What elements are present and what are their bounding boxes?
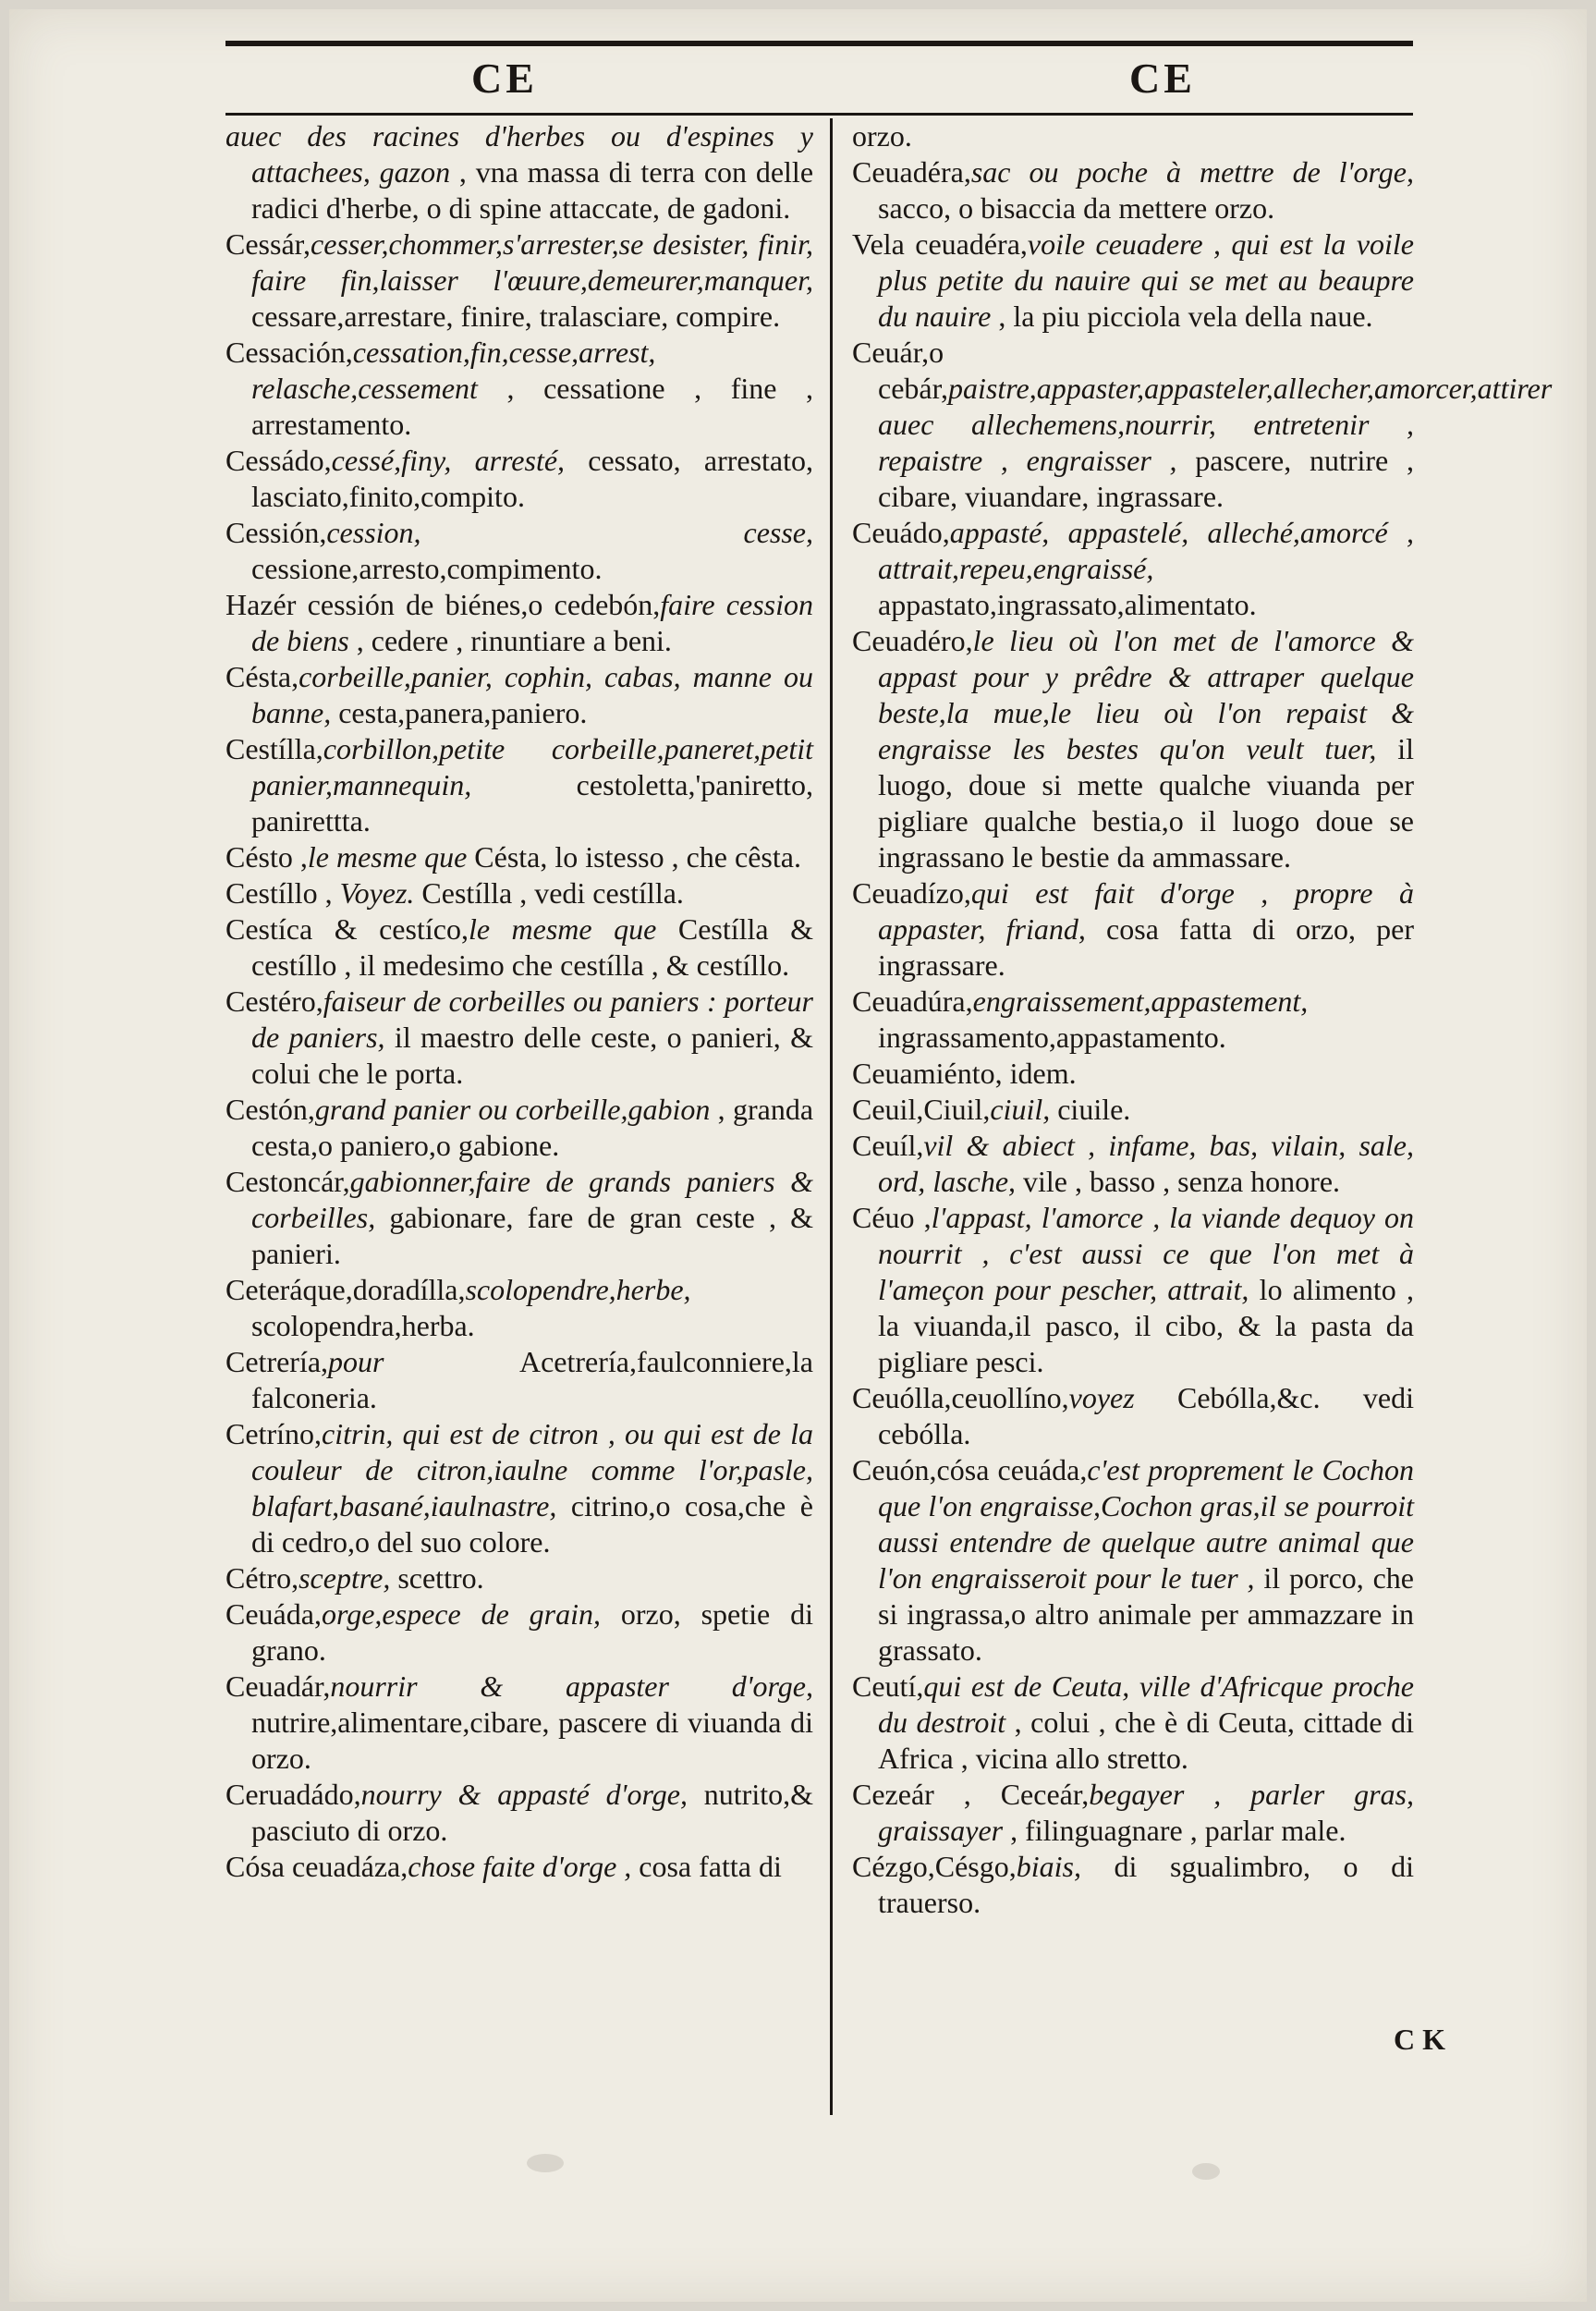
entry-italian: Césta, lo istesso , che cêsta. <box>474 840 801 874</box>
entry-headword: Cétro, <box>225 1561 299 1595</box>
dictionary-entry <box>225 875 813 911</box>
dictionary-entry <box>852 515 1414 623</box>
entry-headword: Ceutí, <box>852 1669 924 1703</box>
entry-headword: Ceuadéra, <box>852 155 971 189</box>
dictionary-entry <box>852 984 1414 1056</box>
entry-french: le mesme que <box>307 840 468 874</box>
entry-headword: Cézgo,Césgo, <box>852 1850 1017 1883</box>
entry-italian: Cebólla,&c. vedi cebólla. <box>878 1381 1415 1450</box>
entry-italian: di sgualimbro, o di trauerso. <box>878 1850 1414 1919</box>
entry-headword: Cestón, <box>225 1093 315 1126</box>
entry-headword: Ceuáda, <box>225 1597 322 1631</box>
entry-french: cessation,fin,cesse,arrest, relasche,cessement <box>251 336 656 405</box>
entry-italian: citrino,o cosa,che è di cedro,o del suo colore. <box>251 1489 814 1559</box>
entry-french: chose faite d'orge , <box>408 1850 632 1883</box>
entry-french: nourrir & appaster d'orge, <box>330 1669 813 1703</box>
entry-italian: ciuile. <box>1057 1093 1131 1126</box>
entry-italian: , filinguagnare , parlar male. <box>1010 1814 1346 1847</box>
entry-italian: il maestro delle ceste, o panieri, & colui che le porta. <box>251 1021 814 1090</box>
entry-headword: Cósa ceuadáza, <box>225 1850 408 1883</box>
entry-headword: Ceuadéro, <box>852 624 973 657</box>
entry-french: begayer , parler gras, graissayer <box>878 1778 1414 1847</box>
entry-headword: Cetrería, <box>225 1345 329 1378</box>
entry-headword: Ceuíl, <box>852 1129 924 1162</box>
dictionary-entry <box>225 1596 813 1669</box>
dictionary-entry <box>225 1092 813 1164</box>
entry-headword: Ceuil,Ciuil, <box>852 1093 991 1126</box>
dictionary-entry <box>852 226 1414 335</box>
entry-french: cesser,chommer,s'arrester,se desister, finir, faire fin,laisser l'œuure,demeurer,manquer, <box>251 227 813 297</box>
dictionary-entry <box>225 1272 813 1344</box>
entry-headword: Ceuadár, <box>225 1669 331 1703</box>
entry-french: qui est fait d'orge , propre à appaster, friand, <box>878 876 1414 946</box>
running-head-right: CE <box>1129 55 1196 102</box>
running-head-left: CE <box>471 55 538 102</box>
entry-french: ciuil, <box>990 1093 1051 1126</box>
entry-headword: Ceuadúra, <box>852 984 973 1018</box>
entry-italian: cessione,arresto,compimento. <box>251 552 603 585</box>
entry-italian: Cestílla & cestíllo , il medesimo che cestílla , & cestíllo. <box>251 912 814 982</box>
dictionary-entry <box>852 875 1414 984</box>
entry-italian: gabionare, fare de gran ceste , & panieri. <box>251 1201 814 1270</box>
entry-italian: Cestílla , vedi cestílla. <box>421 876 684 910</box>
dictionary-entry <box>225 335 813 443</box>
entry-headword: Cestílla, <box>225 732 323 765</box>
entry-french: paistre,appaster,appasteler,allecher,amorcer,attirer auec allechemens,nourrir, entretenir , repaistre , engraisser , <box>878 372 1553 477</box>
entry-headword: Vela ceuadéra, <box>852 227 1028 261</box>
entry-italian: sacco, o bisaccia da mettere orzo. <box>878 191 1275 225</box>
entry-french: nourry & appasté d'orge, <box>360 1778 688 1811</box>
dictionary-entry <box>852 1669 1414 1777</box>
entry-headword: Ceuólla,ceuollíno, <box>852 1381 1069 1414</box>
entry-italian: , la piu picciola vela della naue. <box>998 300 1373 333</box>
entry-italian: , granda cesta,o paniero,o gabione. <box>251 1093 814 1162</box>
left-column <box>225 118 813 1885</box>
dictionary-entry <box>225 118 813 226</box>
entry-italian: , cessatione , fine , arrestamento. <box>251 372 813 441</box>
right-column <box>852 118 1553 1921</box>
top-rule <box>225 41 1413 46</box>
entry-french: corbeille,panier, cophin, cabas, manne ou banne, <box>251 660 813 729</box>
entry-french: pour <box>328 1345 384 1378</box>
entry-french: vil & abiect , infame, bas, vilain, sale, ord, lasche, <box>878 1129 1414 1198</box>
entry-italian: cessare,arrestare, finire, tralasciare, compire. <box>251 300 781 333</box>
entry-french: le lieu où l'on met de l'amorce & appast pour y prêdre & attraper quelque beste,la mue,le lieu où l'on repaist & engraisse les bestes qu'on veult tuer, <box>878 624 1414 765</box>
entry-italian: il luogo, doue si mette qualche viuanda per pigliare qualche bestia,o il luogo doue se ingrassano le bestie da ammassare. <box>878 732 1414 874</box>
dictionary-entry <box>225 587 813 659</box>
entry-headword: Cetríno, <box>225 1417 322 1450</box>
entry-french: sac ou poche à mettre de l'orge, <box>970 155 1414 189</box>
entry-french: faiseur de corbeilles ou paniers : porteur de paniers, <box>251 984 813 1054</box>
entry-french: scolopendre,herbe, <box>465 1273 691 1306</box>
entry-italian: orzo, spetie di grano. <box>251 1597 813 1667</box>
document-page <box>9 9 1587 2302</box>
entry-headword: Cessación, <box>225 336 353 369</box>
dictionary-entry <box>225 659 813 731</box>
dictionary-entry <box>225 1164 813 1272</box>
entry-french: cessé,finy, arresté, <box>331 444 566 477</box>
dictionary-entry <box>852 154 1414 226</box>
entry-headword: Ceteráque,doradílla, <box>225 1273 466 1306</box>
entry-italian: cessato, arrestato, lasciato,finito,compito. <box>251 444 814 513</box>
dictionary-entry <box>225 839 813 875</box>
dictionary-entry <box>225 443 813 515</box>
entry-french: gabionner,faire de grands paniers & corbeilles, <box>251 1165 813 1234</box>
entry-headword: Ceuádo, <box>852 516 950 549</box>
entry-headword: Ceuár,o cebár, <box>852 336 948 405</box>
entry-headword: Cessión, <box>225 516 327 549</box>
entry-headword: Césto , <box>225 840 308 874</box>
entry-headword: Cezeár , Ceceár, <box>852 1778 1090 1811</box>
entry-headword: Cessádo, <box>225 444 332 477</box>
dictionary-entry <box>852 1849 1414 1921</box>
dictionary-entry <box>852 1200 1414 1380</box>
entry-french: Voyez. <box>339 876 415 910</box>
entry-french: faire cession de biens <box>251 588 813 657</box>
entry-italian: cosa fatta di <box>639 1850 782 1883</box>
entry-french: le mesme que <box>468 912 657 946</box>
entry-french: c'est proprement le Cochon que l'on engraisse,Cochon gras,il se pourroit aussi entendre de quelque autre animal que l'on engraisseroit pour le tuer , <box>878 1453 1415 1595</box>
entry-french: l'appast, l'amorce , la viande dequoy on nourrit , c'est aussi ce que l'on met à l'ameçon pour pescher, attrait, <box>878 1201 1415 1306</box>
entry-italian: ingrassamento,appastamento. <box>878 1021 1226 1054</box>
entry-headword: Ceuón,cósa ceuáda, <box>852 1453 1088 1486</box>
entry-headword: Césta, <box>225 660 299 693</box>
entry-french: cession, cesse, <box>326 516 813 549</box>
entry-italian: vile , basso , senza honore. <box>1023 1165 1341 1198</box>
dictionary-entry <box>225 731 813 839</box>
entry-headword: Cestéro, <box>225 984 323 1018</box>
entry-french: appasté, appastelé, alleché,amorcé , attrait,repeu,engraissé, <box>878 516 1414 585</box>
dictionary-entry <box>225 1669 813 1777</box>
entry-headword: Cestoncár, <box>225 1165 350 1198</box>
dictionary-entry <box>225 1560 813 1596</box>
entry-headword: Cestíllo , <box>225 876 340 910</box>
entry-italian: il porco, che si ingrassa,o altro animale per ammazzare in grassato. <box>878 1561 1415 1667</box>
entry-french: sceptre, <box>298 1561 391 1595</box>
dictionary-entry <box>852 118 1414 154</box>
entry-italian: cestoletta,'paniretto, panirettta. <box>251 768 813 838</box>
entry-headword: Céuo , <box>852 1201 932 1234</box>
entry-french: voyez <box>1068 1381 1135 1414</box>
dictionary-entry <box>225 1777 813 1849</box>
entry-french: corbillon,petite corbeille,paneret,petit panier,mannequin, <box>251 732 813 801</box>
dictionary-entry <box>852 1092 1414 1128</box>
entry-italian: , cedere , rinuntiare a beni. <box>356 624 672 657</box>
entry-italian: cesta,panera,paniero. <box>338 696 588 729</box>
entry-french: qui est de Ceuta, ville d'Africque proche du destroit <box>878 1669 1414 1739</box>
entry-italian: lo alimento , la viuanda,il pasco, il cibo, & la pasta da pigliare pesci. <box>878 1273 1415 1378</box>
entry-french: biais, <box>1016 1850 1081 1883</box>
dictionary-entry <box>225 226 813 335</box>
entry-italian: pascere, nutrire , cibare, viuandare, ingrassare. <box>878 444 1414 513</box>
dictionary-entry <box>852 1056 1414 1092</box>
dictionary-entry <box>852 1380 1414 1452</box>
entry-french: orge,espece de grain, <box>321 1597 601 1631</box>
entry-italian: nutrire,alimentare,cibare, pascere di viuanda di orzo. <box>251 1706 813 1775</box>
entry-french: grand panier ou corbeille,gabion <box>314 1093 711 1126</box>
entry-headword: Ceuamiénto, <box>852 1057 1003 1090</box>
ink-smudge <box>527 2154 564 2172</box>
entry-headword: Cestíca & cestíco, <box>225 912 469 946</box>
entry-italian: nutrito,& pasciuto di orzo. <box>251 1778 813 1847</box>
dictionary-entry <box>852 335 1553 515</box>
entry-headword: Ceuadízo, <box>852 876 971 910</box>
entry-italian: cosa fatta di orzo, per ingrassare. <box>878 912 1415 982</box>
entry-italian: appastato,ingrassato,alimentato. <box>878 588 1257 621</box>
entry-italian: , vna massa di terra con delle radici d'herbe, o di spine attaccate, de gadoni. <box>251 155 814 225</box>
entry-italian: scettro. <box>397 1561 484 1595</box>
entry-french: citrin, qui est de citron , ou qui est de la couleur de citron,iaulne comme l'or,pasle, blafart,basané,iaulnastre, <box>251 1417 813 1522</box>
entry-french: voile ceuadere , qui est la voile plus petite du nauire qui se met au beaupre du nauire <box>878 227 1415 333</box>
dictionary-entry <box>225 984 813 1092</box>
entry-italian: scolopendra,herba. <box>251 1309 475 1342</box>
dictionary-entry <box>225 1416 813 1560</box>
dictionary-entry <box>225 1344 813 1416</box>
column-divider <box>830 118 833 2115</box>
entry-italian: , colui , che è di Ceuta, cittade di Africa , vicina allo stretto. <box>878 1706 1415 1775</box>
ink-smudge <box>1192 2163 1220 2180</box>
entry-french: auec des racines d'herbes ou d'espines y attachees, gazon <box>225 119 813 189</box>
entry-italian: Acetrería,faulconniere,la falconeria. <box>251 1345 813 1414</box>
dictionary-entry <box>852 1452 1414 1669</box>
entry-italian: idem. <box>1009 1057 1077 1090</box>
dictionary-entry <box>225 515 813 587</box>
entry-headword: Cessár, <box>225 227 311 261</box>
header-rule <box>225 113 1413 116</box>
dictionary-entry <box>852 623 1414 875</box>
catchword: C K <box>1394 2023 1445 2056</box>
dictionary-entry <box>225 911 813 984</box>
dictionary-entry <box>225 1849 813 1885</box>
entry-headword: Hazér cessión de biénes,o cedebón, <box>225 588 661 621</box>
entry-headword: Ceruadádo, <box>225 1778 361 1811</box>
entry-french: engraissement,appastement, <box>972 984 1309 1018</box>
dictionary-entry <box>852 1128 1414 1200</box>
entry-italian: orzo. <box>852 119 912 153</box>
dictionary-entry <box>852 1777 1414 1849</box>
